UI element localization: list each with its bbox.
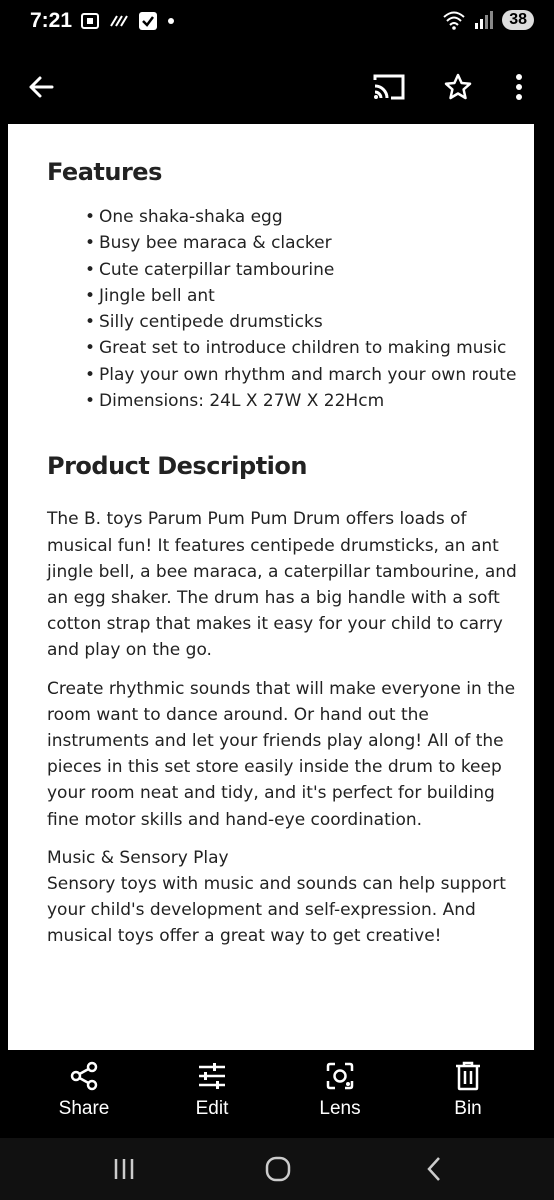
lens-icon xyxy=(324,1060,356,1092)
wifi-calling-icon xyxy=(108,12,130,30)
cast-icon xyxy=(371,72,407,102)
recents-icon xyxy=(112,1157,136,1181)
chevron-left-icon xyxy=(424,1155,444,1183)
battery-badge: 38 xyxy=(502,10,534,30)
home-icon xyxy=(264,1155,292,1183)
screenshot-content[interactable] xyxy=(8,124,534,1050)
features-list xyxy=(47,204,517,414)
bin-button[interactable] xyxy=(408,1056,528,1120)
signal-icon xyxy=(474,10,494,30)
home-button[interactable] xyxy=(258,1152,298,1186)
list-item: • Jingle bell ant xyxy=(99,283,517,309)
list-item: • Play your own rhythm and march your own route xyxy=(99,362,517,388)
description-paragraph-1: The B. toys Parum Pum Pum Drum offers loads of musical fun! It features centipede drumsticks, an ant jingle bell, a bee maraca, a caterpillar tambourine, and an egg shaker. The drum has a big handle with a soft cotton strap that makes it easy for your child to carry and play on the go. xyxy=(47,509,517,661)
screenshot-icon xyxy=(80,11,100,31)
bin-label: Bin xyxy=(454,1098,482,1119)
back-button[interactable] xyxy=(16,62,66,112)
trash-icon xyxy=(453,1060,483,1092)
list-item: • Silly centipede drumsticks xyxy=(99,309,517,335)
top-app-bar xyxy=(0,46,554,128)
sensory-play-title: Music & Sensory Play xyxy=(47,847,229,868)
back-nav-button[interactable] xyxy=(414,1152,454,1186)
tune-icon xyxy=(196,1060,228,1092)
recent-apps-button[interactable] xyxy=(104,1152,144,1186)
product-description-heading: Product Description xyxy=(47,452,307,481)
sensory-play-body: Sensory toys with music and sounds can help support your child's development and self-expression. And musical toys offer a great way to get creative! xyxy=(47,874,506,947)
list-item: • Dimensions: 24L X 27W X 22Hcm xyxy=(99,388,517,414)
cast-button[interactable] xyxy=(364,62,414,112)
list-item: • Cute caterpillar tambourine xyxy=(99,257,517,283)
wifi-icon xyxy=(442,10,466,30)
bottom-action-bar xyxy=(0,1050,554,1138)
favorite-button[interactable] xyxy=(433,62,483,112)
description-paragraph-2: Create rhythmic sounds that will make everyone in the room want to dance around. Or hand out the instruments and let your friends play along! All of the pieces in this set store easily inside the drum to keep your room neat and tidy, and it's perfect for building fine motor skills and hand-eye coordination. xyxy=(47,678,516,830)
share-button[interactable] xyxy=(24,1056,144,1120)
system-nav-bar xyxy=(0,1138,554,1200)
list-item: • One shaka-shaka egg xyxy=(99,204,517,230)
status-time: 7:21 xyxy=(30,9,73,32)
lens-button[interactable] xyxy=(280,1056,400,1120)
status-bar xyxy=(0,0,554,46)
share-icon xyxy=(68,1060,100,1092)
lens-label: Lens xyxy=(319,1098,361,1119)
star-icon xyxy=(443,72,473,102)
more-options-button[interactable] xyxy=(494,62,544,112)
list-item: • Busy bee maraca & clacker xyxy=(99,230,517,256)
arrow-left-icon xyxy=(26,72,56,102)
description-paragraph-3 xyxy=(47,845,517,950)
features-heading: Features xyxy=(47,158,162,186)
edit-button[interactable] xyxy=(152,1056,272,1120)
list-item: • Great set to introduce children to making music xyxy=(99,335,517,361)
check-icon xyxy=(138,11,158,31)
share-label: Share xyxy=(58,1098,110,1119)
edit-label: Edit xyxy=(195,1098,229,1119)
status-notification-icons xyxy=(80,11,176,31)
dot-icon xyxy=(166,11,176,31)
more-vert-icon xyxy=(514,72,524,102)
